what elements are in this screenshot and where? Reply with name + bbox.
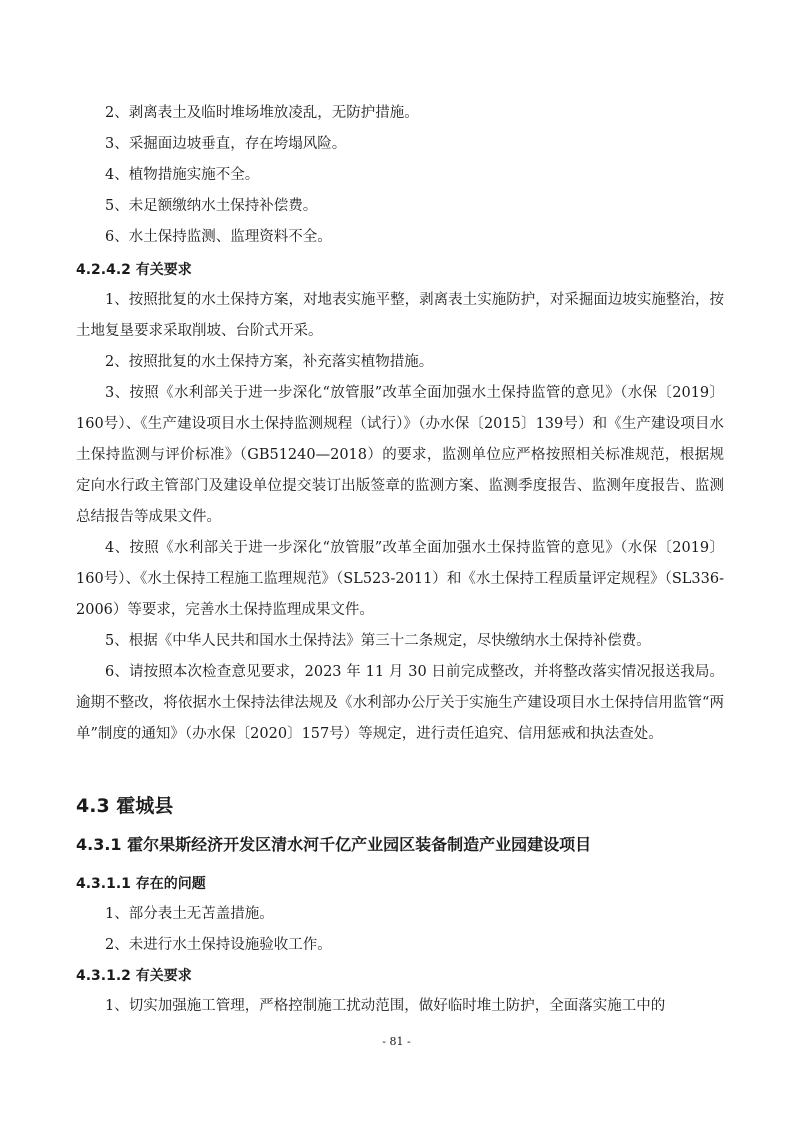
requirement-paragraph: 6、请按照本次检查意见要求，2023 年 11 月 30 日前完成整改，并将整改落实情况报送我局。逾期不整改，将依据水土保持法律法规及《水利部办公厅关于实施生产建设项目水土保持信用监管“两单”制度的通知》（办水保〔2020〕157号）等规定，进行责任追究、信用惩戒和执法查处。 — [76, 664, 724, 742]
problem-paragraph: 2、未进行水土保持设施验收工作。 — [105, 937, 332, 953]
requirement-paragraph: 2、按照批复的水土保持方案，补充落实植物措施。 — [105, 354, 434, 370]
section-heading-4242: 4.2.4.2 有关要求 — [76, 262, 192, 278]
requirement-paragraph: 1、按照批复的水土保持方案，对地表实施平整，剥离表土实施防护，对采掘面边坡实施整治，按土地复垦要求采取削坡、台阶式开采。 — [76, 292, 724, 339]
requirement-paragraph: 3、按照《水利部关于进一步深化“放管服”改革全面加强水土保持监管的意见》（水保〔2019〕160号）、《生产建设项目水土保持监测规程（试行）》（办水保〔2015〕139号）和《生产建设项目水土保持监测与评价标准》（GB51240—2018）的要求，监测单位应严格按照相关标准规范，根据规定向水行政主管部门及建设单位提交装订出版签章的监测方案、监测季度报告、监测年度报告、监测总结报告等成果文件。 — [76, 385, 724, 525]
list-item: 6、水土保持监测、监理资料不全。 — [105, 229, 332, 245]
section-heading-431: 4.3.1 霍尔果斯经济开发区清水河千亿产业园区装备制造产业园建设项目 — [76, 835, 592, 854]
requirement-paragraph: 1、切实加强施工管理，严格控制施工扰动范围，做好临时堆土防护，全面落实施工中的 — [105, 998, 666, 1014]
section-heading-4312: 4.3.1.2 有关要求 — [76, 968, 192, 984]
page-number: - 81 - — [382, 1035, 411, 1048]
list-item: 2、剥离表土及临时堆场堆放凌乱，无防护措施。 — [105, 105, 419, 121]
section-heading-43: 4.3 霍城县 — [76, 795, 174, 817]
list-item: 3、采掘面边坡垂直，存在垮塌风险。 — [105, 136, 347, 152]
requirement-paragraph: 5、根据《中华人民共和国水土保持法》第三十二条规定，尽快缴纳水土保持补偿费。 — [105, 633, 651, 649]
requirement-paragraph: 4、按照《水利部关于进一步深化“放管服”改革全面加强水土保持监管的意见》（水保〔2019〕160号）、《水土保持工程施工监理规范》（SL523-2011）和《水土保持工程质量评定规程》（SL336-2006）等要求，完善水土保持监理成果文件。 — [76, 540, 724, 618]
section-heading-4311: 4.3.1.1 存在的问题 — [76, 876, 206, 892]
list-item: 5、未足额缴纳水土保持补偿费。 — [105, 198, 318, 214]
problem-paragraph: 1、部分表土无苫盖措施。 — [105, 906, 274, 922]
list-item: 4、植物措施实施不全。 — [105, 167, 260, 183]
